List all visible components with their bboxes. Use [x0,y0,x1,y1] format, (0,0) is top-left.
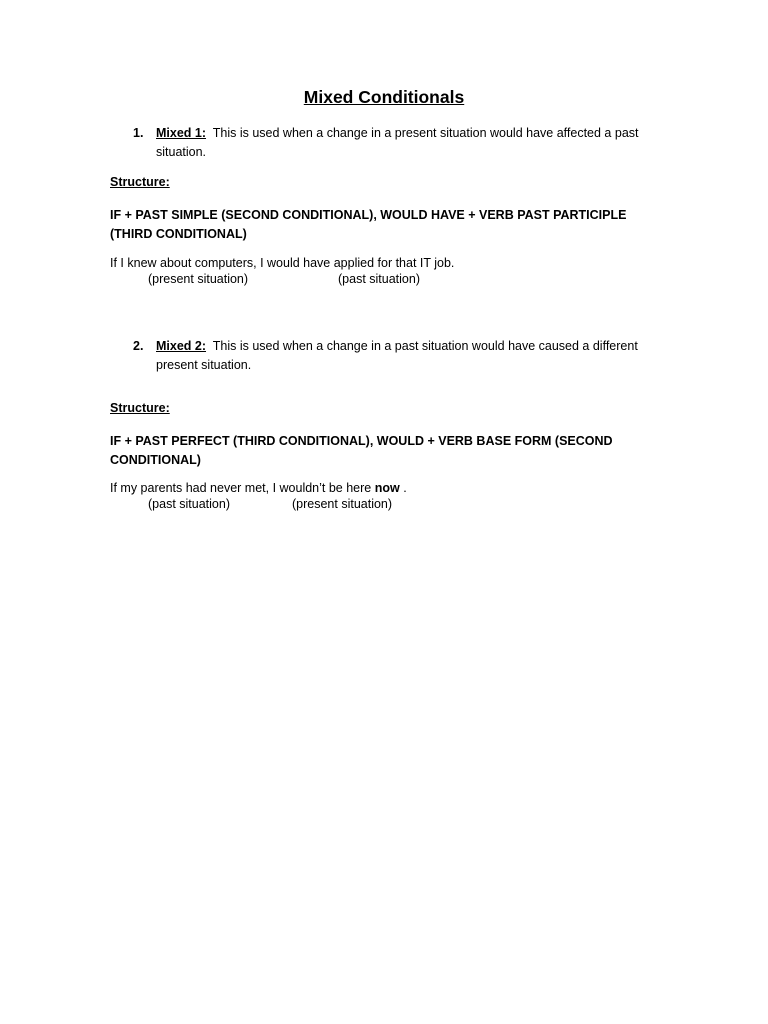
section-1-structure-label: Structure: [110,175,170,189]
section-1-formula: IF + PAST SIMPLE (SECOND CONDITIONAL), WOULD HAVE + VERB PAST PARTICIPLE (THIRD CONDITIONAL) [110,208,627,241]
section-2-example-text: If my parents had never met, I wouldn’t be here [110,481,372,495]
section-2-structure-label: Structure: [110,401,170,415]
section-2-number: 2. [133,339,144,353]
section-1-annotation-past: (past situation) [338,272,420,286]
section-2-example-end: . [403,481,407,495]
section-2-example [110,481,407,495]
section-2-description: This is used when a change in a past situation would have caused a different present situation. [156,339,638,372]
section-2-annotation-past: (past situation) [148,497,230,511]
section-1-example: If I knew about computers, I would have applied for that IT job. [110,256,455,270]
section-1-number: 1. [133,126,144,140]
section-1-annotation-present: (present situation) [148,272,249,286]
page-title: Mixed Conditionals [303,87,465,107]
section-2-formula: IF + PAST PERFECT (THIRD CONDITIONAL), WOULD + VERB BASE FORM (SECOND CONDITIONAL) [110,434,613,467]
section-2-heading: Mixed 2: [156,339,207,353]
section-2-example-emphasis: now [374,481,400,495]
section-1-description: This is used when a change in a present situation would have affected a past situation. [156,126,639,159]
section-2-item [133,337,673,375]
section-1-heading: Mixed 1: [156,126,207,140]
section-2-annotation-present: (present situation) [292,497,393,511]
section-1-item [133,124,673,162]
